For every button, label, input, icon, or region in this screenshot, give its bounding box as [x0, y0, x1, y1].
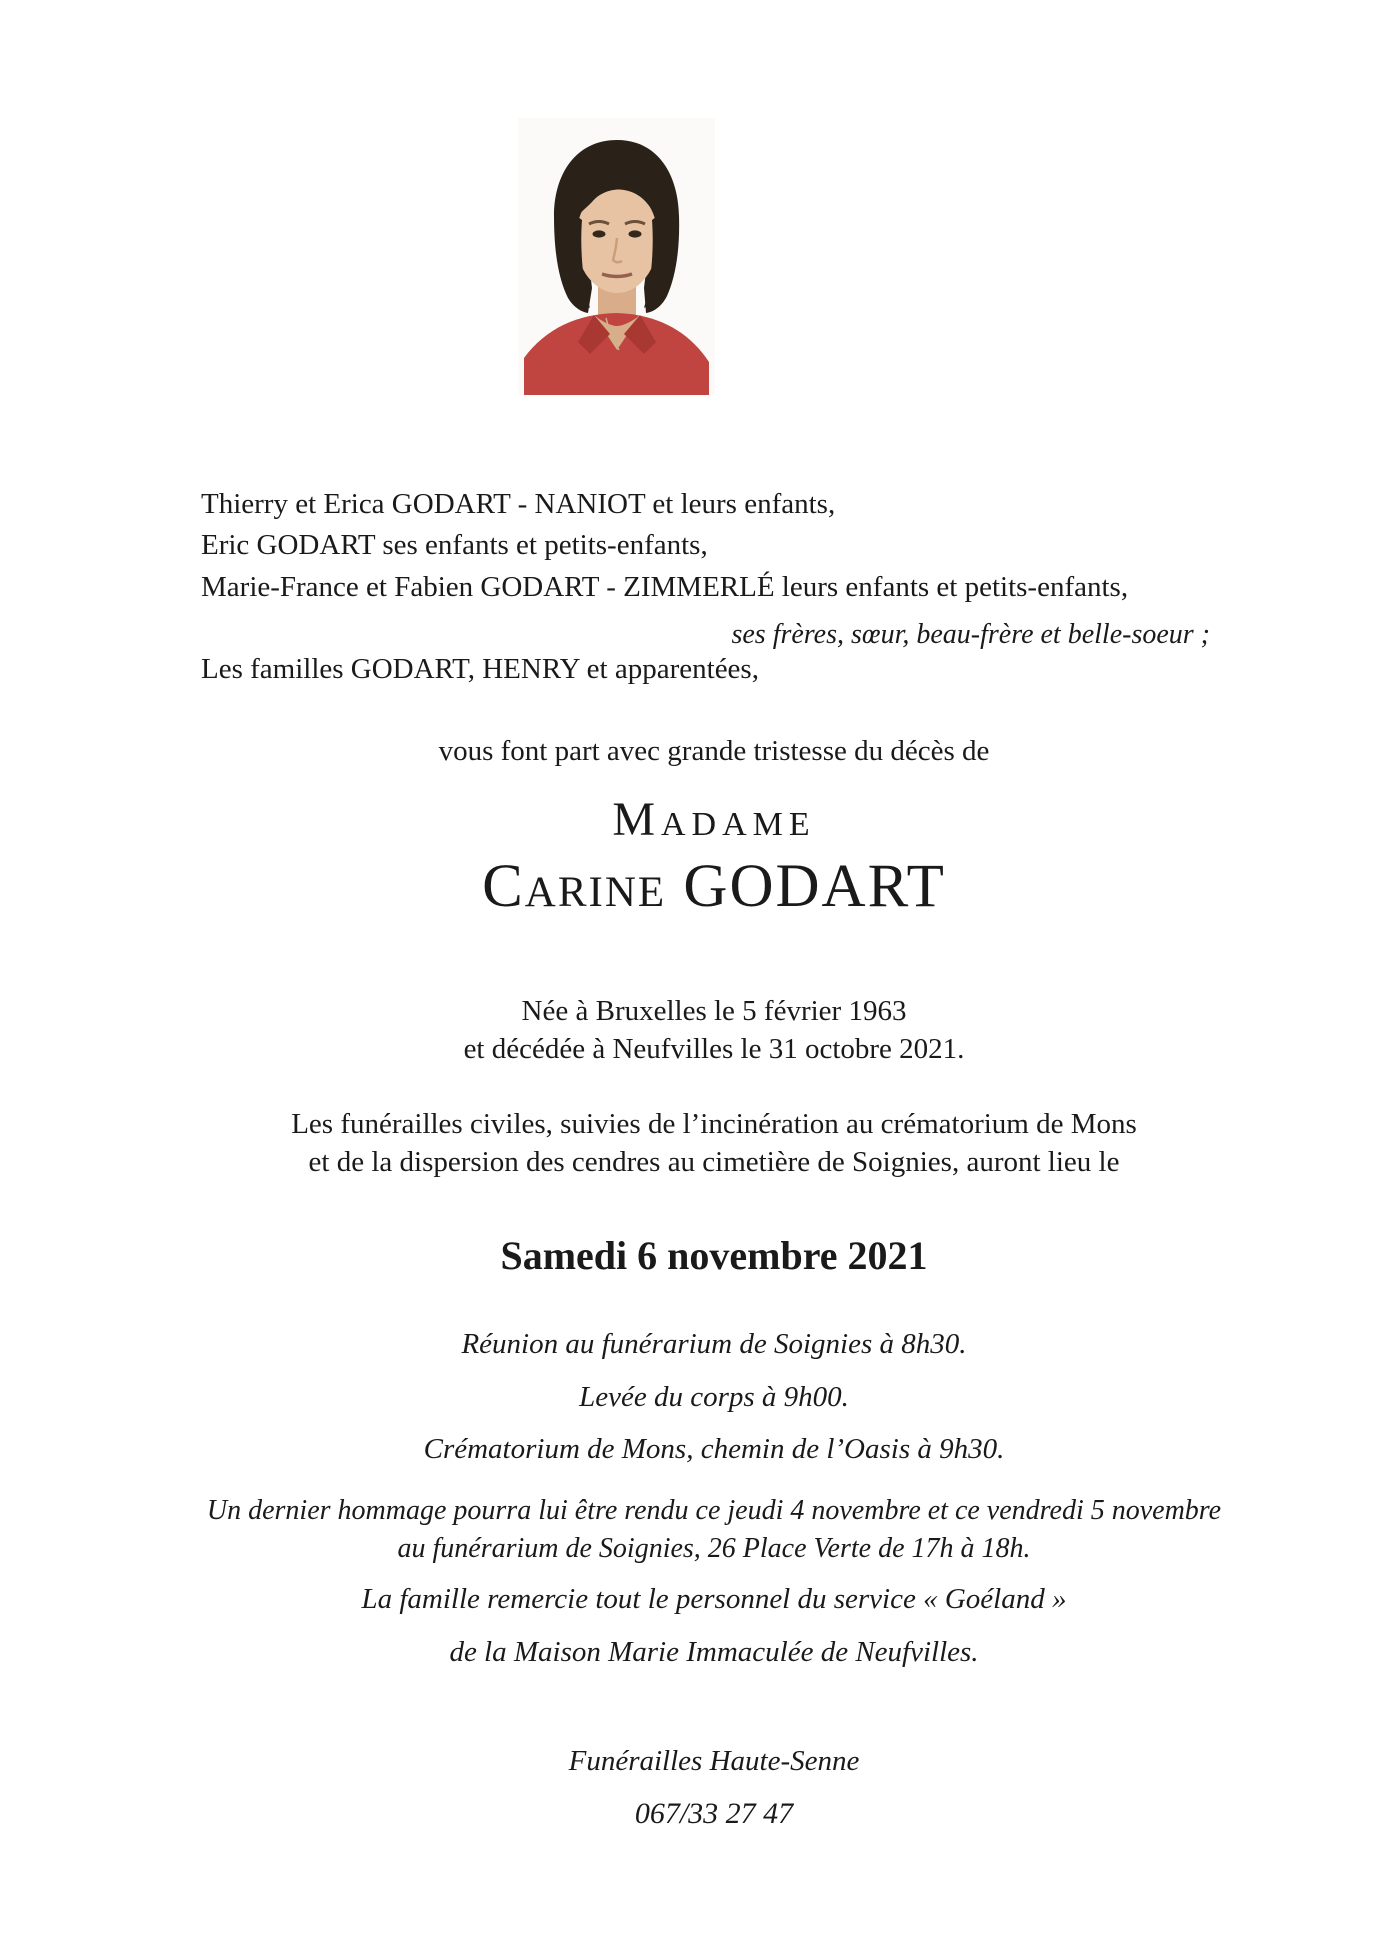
schedule-meeting: Réunion au funérarium de Soignies à 8h30.: [461, 1328, 967, 1360]
ceremony-block: [200, 1105, 1228, 1181]
schedule-levee: Levée du corps à 9h00.: [579, 1381, 849, 1413]
relation-line: ses frères, sœur, beau-frère et belle-soeur ;: [731, 619, 1210, 650]
eye-right: [629, 230, 642, 237]
dates-block: [200, 992, 1228, 1068]
tribute-line-1: Un dernier hommage pourra lui être rendu ce jeudi 4 novembre et ce vendredi 5 novembre: [206, 1495, 1222, 1526]
portrait-illustration: [518, 118, 715, 395]
eye-left: [593, 230, 606, 237]
ceremony-line-1: Les funérailles civiles, suivies de l’incinération au crématorium de Mons: [291, 1108, 1137, 1140]
intro-line-1: Thierry et Erica GODART - NANIOT et leurs enfants,: [201, 488, 836, 520]
deceased-name: Carine GODART: [482, 853, 946, 920]
funeral-home-phone: 067/33 27 47: [634, 1797, 794, 1830]
tribute-block: [200, 1492, 1228, 1568]
ceremony-line-2: et de la dispersion des cendres au cimetière de Soignies, auront lieu le: [308, 1146, 1120, 1178]
schedule-crematorium: Crématorium de Mons, chemin de l’Oasis à 9h30.: [423, 1433, 1005, 1465]
announcement-text: vous font part avec grande tristesse du décès de: [438, 735, 990, 767]
thanks-line-1: La famille remercie tout le personnel du service « Goéland »: [361, 1583, 1067, 1615]
thanks-line-2: de la Maison Marie Immaculée de Neufvilles.: [449, 1636, 979, 1668]
intro-line-4: Les familles GODART, HENRY et apparentées,: [201, 653, 759, 685]
funeral-home-name: Funérailles Haute-Senne: [568, 1745, 860, 1777]
death-line: et décédée à Neufvilles le 31 octobre 2021.: [463, 1033, 965, 1065]
ceremony-date-heading: Samedi 6 novembre 2021: [500, 1233, 928, 1278]
portrait-photo: [518, 118, 715, 395]
tribute-line-2: au funérarium de Soignies, 26 Place Verte de 17h à 18h.: [397, 1533, 1031, 1564]
birth-line: Née à Bruxelles le 5 février 1963: [521, 995, 907, 1027]
intro-line-2: Eric GODART ses enfants et petits-enfants,: [201, 529, 708, 561]
intro-line-3: Marie-France et Fabien GODART - ZIMMERLÉ leurs enfants et petits-enfants,: [201, 571, 1129, 603]
deceased-title: Madame: [612, 793, 816, 846]
